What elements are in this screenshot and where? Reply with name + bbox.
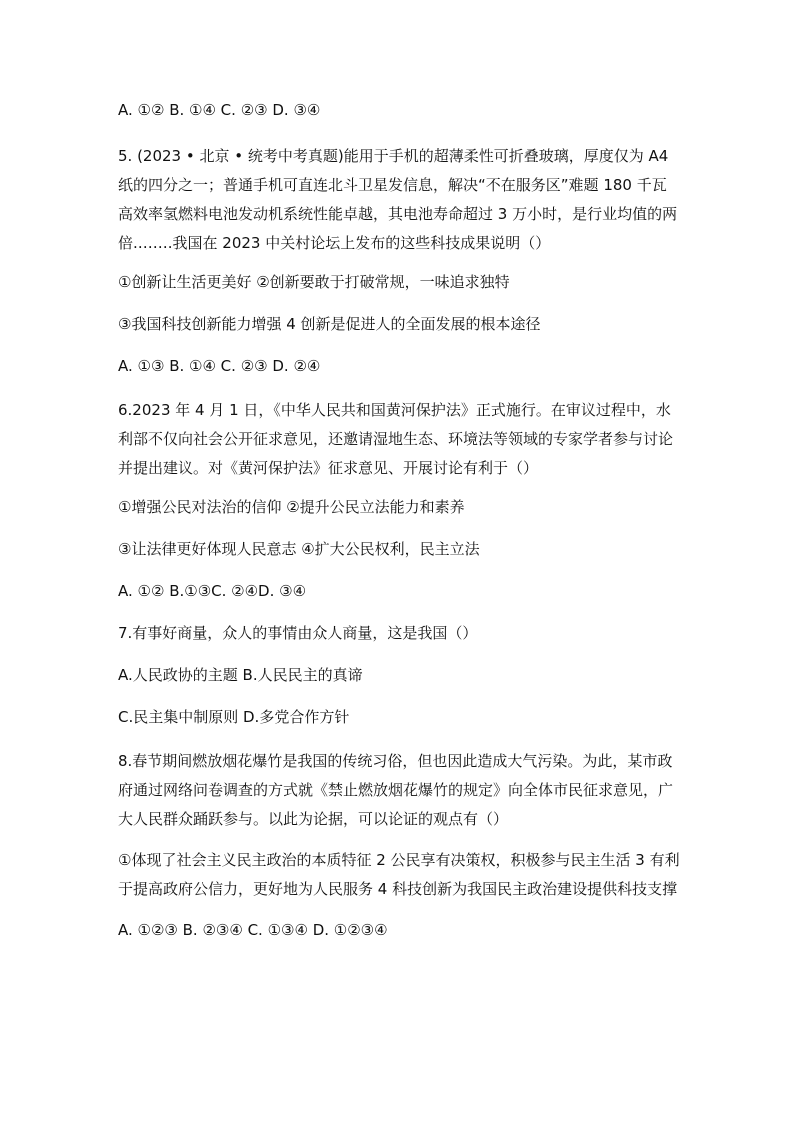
q8-options: A. ①②③ B. ②③④ C. ①③④ D. ①②③④ xyxy=(118,921,388,939)
q4-options: A. ①② B. ①④ C. ②③ D. ③④ xyxy=(118,101,321,119)
q8-stem: 8.春节期间燃放烟花爆竹是我国的传统习俗，但也因此造成大气污染。为此，某市政府通过网络问卷调查的方式就《禁止燃放烟花爆竹的规定》向全体市民征求意见，广大人民群众踊跃参与。以此为论据，可以论证的观点有（） xyxy=(118,752,674,828)
q8-items: ①体现了社会主义民主政治的本质特征 2 公民享有决策权，积极参与民主生活 3 有利于提高政府公信力，更好地为人民服务 4 科技创新为我国民主政治建设提供科技支撑 xyxy=(118,851,680,898)
q6-item-line-2: ③让法律更好体现人民意志 ④扩大公民权利，民主立法 xyxy=(118,540,480,558)
q5-options: A. ①③ B. ①④ C. ②③ D. ②④ xyxy=(118,357,321,375)
q6-options: A. ①② B.①③C. ②④D. ③④ xyxy=(118,582,307,600)
q5-item-line-2: ③我国科技创新能力增强 4 创新是促进人的全面发展的根本途径 xyxy=(118,315,541,333)
q6-stem: 6.2023 年 4 月 1 日，《中华人民共和国黄河保护法》正式施行。在审议过程中，水利部不仅向社会公开征求意见，还邀请湿地生态、环境法等领域的专家学者参与讨论并提出建议。对《黄河保护法》征求意见、开展讨论有利于（） xyxy=(118,401,674,477)
q5-stem: 5. (2023 • 北京 • 统考中考真题)能用于手机的超薄柔性可折叠玻璃，厚度仅为 A4 纸的四分之一；普通手机可直连北斗卫星发信息，解决“不在服务区”难题 180 千瓦高效率氢燃料电池发动机系统性能卓越，其电池寿命超过 3 万小时，是行业均值的两倍.…….我国在 2023 中关村论坛上发布的这些科技成果说明（） xyxy=(118,147,678,252)
q5-item-line-1: ①创新让生活更美好 ②创新要敢于打破常规，一味追求独特 xyxy=(118,273,510,291)
document-page xyxy=(118,100,680,941)
q7-options-line-1: A.人民政协的主题 B.人民民主的真谛 xyxy=(118,666,363,684)
q6-item-line-1: ①增强公民对法治的信仰 ②提升公民立法能力和素养 xyxy=(118,498,465,516)
q7-options-line-2: C.民主集中制原则 D.多党合作方针 xyxy=(118,708,350,726)
q7-stem: 7.有事好商量，众人的事情由众人商量，这是我国（） xyxy=(118,624,478,642)
